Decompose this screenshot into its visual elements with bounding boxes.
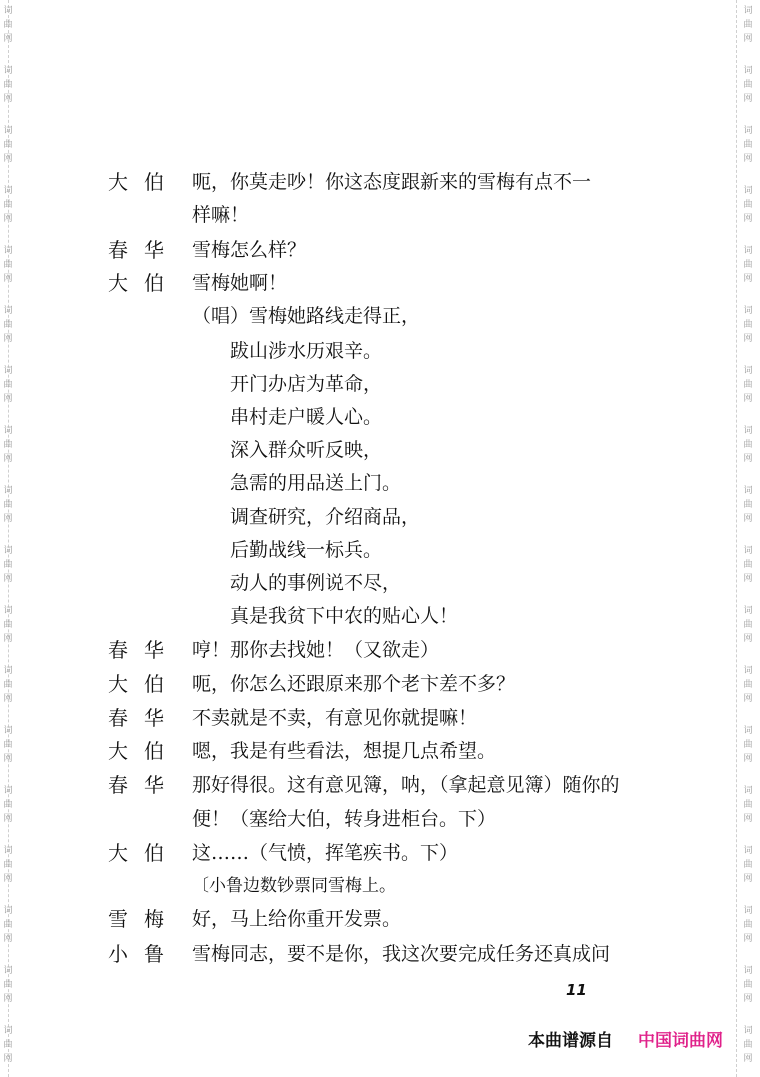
watermark-glyph: 曲 [743,980,753,990]
watermark-glyph: 曲 [3,620,13,630]
watermark-mark [0,1024,16,1066]
watermark-glyph: 曲 [743,800,753,810]
watermark-mark [0,784,16,826]
watermark-glyph: 网 [3,874,13,884]
verse-text: 串村走户暖人心。 [230,406,383,428]
watermark-glyph: 网 [743,274,753,284]
watermark-glyph: 词 [743,1026,753,1036]
watermark-mark [0,244,16,286]
speaker-label: 春华 [108,706,180,730]
speaker-label: 大伯 [108,841,180,865]
watermark-glyph: 词 [3,966,13,976]
watermark-mark [0,124,16,166]
watermark-mark [740,544,756,586]
watermark-glyph: 词 [743,966,753,976]
watermark-glyph: 曲 [743,200,753,210]
watermark-glyph: 词 [3,666,13,676]
watermark-mark [0,364,16,406]
watermark-glyph: 词 [743,66,753,76]
watermark-glyph: 网 [743,514,753,524]
watermark-glyph: 网 [3,94,13,104]
watermark-glyph: 曲 [3,260,13,270]
watermark-glyph: 词 [743,906,753,916]
watermark-glyph: 网 [743,874,753,884]
watermark-glyph: 词 [3,726,13,736]
watermark-mark [0,544,16,586]
watermark-glyph: 词 [743,486,753,496]
watermark-glyph: 网 [3,754,13,764]
watermark-glyph: 网 [743,454,753,464]
footer-source-label: 本曲谱源自 [528,1031,613,1051]
watermark-glyph: 曲 [743,920,753,930]
verse-text: 动人的事例说不尽， [230,572,402,594]
watermark-glyph: 词 [3,306,13,316]
watermark-glyph: 曲 [3,500,13,510]
watermark-glyph: 网 [3,1054,13,1064]
watermark-glyph: 网 [743,814,753,824]
watermark-glyph: 网 [743,574,753,584]
watermark-glyph: 网 [743,934,753,944]
watermark-glyph: 词 [3,1026,13,1036]
watermark-mark [0,844,16,886]
watermark-glyph: 曲 [743,380,753,390]
watermark-glyph: 曲 [3,920,13,930]
watermark-mark [0,64,16,106]
watermark-glyph: 曲 [3,560,13,570]
watermark-glyph: 曲 [743,20,753,30]
watermark-glyph: 词 [3,6,13,16]
verse-text: 后勤战线一标兵。 [230,539,383,561]
watermark-mark [0,184,16,226]
watermark-mark [740,64,756,106]
watermark-mark [740,364,756,406]
speech-text: 样嘛！ [192,204,250,226]
watermark-glyph: 曲 [743,1040,753,1050]
watermark-glyph: 曲 [743,860,753,870]
watermark-mark [740,1024,756,1066]
watermark-glyph: 网 [743,754,753,764]
watermark-mark [740,184,756,226]
watermark-mark [0,304,16,346]
watermark-glyph: 网 [743,94,753,104]
watermark-glyph: 曲 [3,740,13,750]
watermark-glyph: 网 [3,574,13,584]
watermark-glyph: 词 [3,246,13,256]
watermark-glyph: 网 [3,34,13,44]
watermark-glyph: 网 [743,34,753,44]
speech-text: 雪梅同志，要不是你，我这次要完成任务还真成问 [192,943,611,965]
watermark-mark [740,664,756,706]
watermark-glyph: 曲 [3,440,13,450]
watermark-glyph: 词 [3,906,13,916]
watermark-mark [0,424,16,466]
watermark-glyph: 词 [743,846,753,856]
watermark-mark [740,964,756,1006]
footer-site-name[interactable]: 中国词曲网 [638,1031,723,1051]
watermark-glyph: 词 [743,6,753,16]
speech-text: 不卖就是不卖，有意见你就提嘛！ [192,707,478,729]
verse-text: 真是我贫下中农的贴心人！ [230,605,459,627]
watermark-glyph: 网 [743,394,753,404]
watermark-glyph: 曲 [3,1040,13,1050]
speech-text: 呃，你怎么还跟原来那个老卞差不多？ [192,673,516,695]
watermark-glyph: 网 [3,154,13,164]
watermark-mark [740,724,756,766]
watermark-glyph: 词 [3,366,13,376]
watermark-glyph: 网 [743,1054,753,1064]
watermark-glyph: 曲 [3,140,13,150]
watermark-glyph: 曲 [3,200,13,210]
watermark-glyph: 词 [3,126,13,136]
speech-text: 这……（气愤，挥笔疾书。下） [192,842,459,864]
watermark-mark [740,484,756,526]
speaker-label: 大伯 [108,271,180,295]
watermark-mark [740,604,756,646]
speech-text: 那好得很。这有意见簿，呐，（拿起意见簿）随你的 [192,774,620,796]
speech-text: 便！（塞给大伯，转身进柜台。下） [192,808,497,830]
watermark-glyph: 网 [3,514,13,524]
speech-text: 哼！那你去找她！（又欲走） [192,639,440,661]
verse-text: 开门办店为革命， [230,373,383,395]
speech-text: 雪梅怎么样？ [192,239,307,261]
watermark-glyph: 网 [3,394,13,404]
verse-text: 跋山涉水历艰辛。 [230,340,383,362]
watermark-mark [0,904,16,946]
watermark-glyph: 词 [743,186,753,196]
watermark-glyph: 词 [3,546,13,556]
watermark-glyph: 网 [743,334,753,344]
watermark-glyph: 网 [743,214,753,224]
watermark-mark [0,484,16,526]
watermark-glyph: 词 [743,726,753,736]
watermark-glyph: 曲 [743,740,753,750]
watermark-mark [740,424,756,466]
watermark-glyph: 词 [3,486,13,496]
watermark-glyph: 网 [3,994,13,1004]
watermark-glyph: 词 [3,606,13,616]
speaker-label: 大伯 [108,170,180,194]
watermark-mark [0,4,16,46]
watermark-mark [740,784,756,826]
watermark-glyph: 网 [743,694,753,704]
watermark-mark [740,124,756,166]
speaker-label: 春华 [108,238,180,262]
speech-text: 雪梅她啊！ [192,272,288,294]
speech-text: 呃，你莫走吵！你这态度跟新来的雪梅有点不一 [192,171,592,193]
watermark-glyph: 词 [3,186,13,196]
watermark-glyph: 曲 [743,440,753,450]
right-margin-guide [736,0,737,1077]
watermark-glyph: 词 [743,666,753,676]
watermark-glyph: 词 [743,366,753,376]
watermark-mark [740,304,756,346]
speech-text: 嗯，我是有些看法，想提几点希望。 [192,740,497,762]
watermark-glyph: 网 [3,334,13,344]
speaker-label: 春华 [108,773,180,797]
speaker-label: 春华 [108,638,180,662]
watermark-glyph: 网 [743,634,753,644]
watermark-glyph: 网 [3,934,13,944]
watermark-mark [740,4,756,46]
watermark-glyph: 网 [743,994,753,1004]
watermark-glyph: 曲 [3,80,13,90]
watermark-mark [740,904,756,946]
verse-text: 急需的用品送上门。 [230,472,402,494]
watermark-glyph: 词 [743,246,753,256]
watermark-glyph: 词 [3,786,13,796]
watermark-glyph: 词 [743,546,753,556]
watermark-mark [0,964,16,1006]
watermark-glyph: 曲 [3,800,13,810]
watermark-glyph: 曲 [743,80,753,90]
watermark-mark [0,664,16,706]
watermark-glyph: 曲 [3,980,13,990]
speech-text: 好，马上给你重开发票。 [192,908,402,930]
watermark-mark [740,844,756,886]
watermark-glyph: 网 [3,454,13,464]
watermark-mark [0,724,16,766]
watermark-glyph: 曲 [3,860,13,870]
watermark-glyph: 词 [3,66,13,76]
watermark-glyph: 词 [743,606,753,616]
speaker-label: 雪梅 [108,907,180,931]
speech-text: （唱）雪梅她路线走得正， [192,305,421,327]
watermark-glyph: 曲 [743,680,753,690]
watermark-glyph: 词 [743,306,753,316]
watermark-glyph: 曲 [743,260,753,270]
speaker-label: 小鲁 [108,942,180,966]
watermark-glyph: 词 [743,126,753,136]
watermark-glyph: 词 [743,426,753,436]
stage-direction-text: 〔小鲁边数钞票同雪梅上。 [192,876,396,896]
watermark-glyph: 曲 [743,140,753,150]
watermark-mark [740,244,756,286]
watermark-glyph: 网 [3,814,13,824]
speaker-label: 大伯 [108,672,180,696]
watermark-glyph: 网 [3,214,13,224]
watermark-glyph: 曲 [3,320,13,330]
watermark-glyph: 曲 [743,500,753,510]
watermark-glyph: 曲 [3,20,13,30]
watermark-glyph: 曲 [3,680,13,690]
watermark-mark [0,604,16,646]
verse-text: 调查研究，介绍商品， [230,506,421,528]
speaker-label: 大伯 [108,739,180,763]
watermark-glyph: 词 [3,426,13,436]
verse-text: 深入群众听反映， [230,439,383,461]
watermark-glyph: 词 [3,846,13,856]
watermark-glyph: 曲 [743,320,753,330]
watermark-glyph: 网 [3,634,13,644]
page-number: 11 [566,981,587,999]
watermark-glyph: 词 [743,786,753,796]
watermark-glyph: 网 [3,274,13,284]
watermark-glyph: 曲 [743,560,753,570]
watermark-glyph: 网 [3,694,13,704]
watermark-glyph: 网 [743,154,753,164]
watermark-glyph: 曲 [743,620,753,630]
watermark-glyph: 曲 [3,380,13,390]
